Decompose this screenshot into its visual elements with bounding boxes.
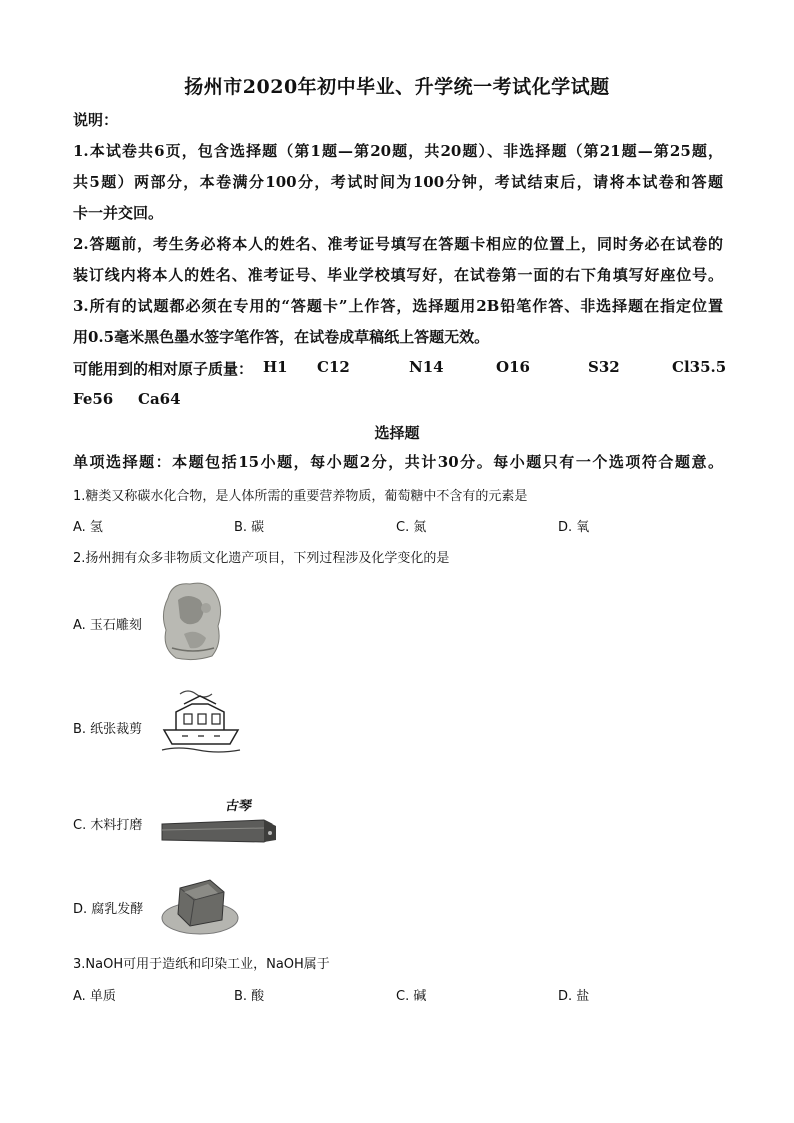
- instruction-line-2: 共5题）两部分，本卷满分100分，考试时间为100分钟，考试结束后，请将本试卷和答题: [73, 173, 723, 191]
- question-2-option-a: A. 玉石雕刻: [73, 618, 142, 633]
- atomic-mass-o: O16: [496, 358, 530, 376]
- question-3-option-b: B. 酸: [234, 989, 265, 1004]
- instruction-line-4: 2.答题前，考生务必将本人的姓名、准考证号填写在答题卡相应的位置上，同时务必在试卷的: [73, 235, 723, 253]
- atomic-mass-cl: Cl35.5: [672, 358, 727, 376]
- question-1-option-b: B. 碳: [234, 520, 265, 535]
- question-3-option-c: C. 碱: [396, 989, 427, 1004]
- question-3-option-d: D. 盐: [558, 989, 590, 1004]
- question-2-option-c: C. 木料打磨: [73, 818, 143, 833]
- question-2-stem: 2.扬州拥有众多非物质文化遗产项目，下列过程涉及化学变化的是: [73, 551, 450, 566]
- instruction-line-6: 3.所有的试题都必须在专用的“答题卡”上作答，选择题用2B铅笔作答、非选择题在指定位置: [73, 297, 723, 315]
- question-2-option-d: D. 腐乳发酵: [73, 902, 144, 917]
- atomic-mass-s: S32: [588, 358, 620, 376]
- question-3-option-a: A. 单质: [73, 989, 116, 1004]
- atomic-mass-n: N14: [409, 358, 444, 376]
- instructions-heading: 说明：: [73, 111, 119, 129]
- question-1-option-a: A. 氢: [73, 520, 103, 535]
- instruction-line-5: 装订线内将本人的姓名、准考证号、毕业学校填写好，在试卷第一面的右下角填写好座位号。: [73, 266, 723, 284]
- atomic-mass-label: 可能用到的相对原子质量：: [73, 360, 254, 378]
- guqin-image-caption: 古琴: [224, 799, 253, 814]
- question-2-option-b: B. 纸张裁剪: [73, 722, 143, 737]
- instruction-line-3: 卡一并交回。: [73, 204, 164, 222]
- fermented-tofu-image: [160, 868, 240, 938]
- page-title: 扬州市2020年初中毕业、升学统一考试化学试题: [184, 76, 610, 98]
- atomic-mass-h: H1: [263, 358, 288, 376]
- atomic-mass-c: C12: [317, 358, 350, 376]
- atomic-mass-fe: Fe56: [73, 390, 114, 408]
- instruction-line-7: 用0.5毫米黑色墨水签字笔作答，在试卷成草稿纸上答题无效。: [73, 328, 490, 346]
- atomic-mass-ca: Ca64: [138, 390, 181, 408]
- question-1-option-c: C. 氮: [396, 520, 427, 535]
- question-3-stem: 3.NaOH可用于造纸和印染工业，NaOH属于: [73, 957, 330, 972]
- paper-cutting-image: [158, 688, 244, 758]
- wood-board-image: [160, 812, 280, 848]
- instruction-line-1: 1.本试卷共6页，包含选择题（第1题—第20题，共20题）、非选择题（第21题—第25题，: [73, 142, 723, 160]
- jade-carving-image: [158, 578, 228, 663]
- question-1-option-d: D. 氧: [558, 520, 590, 535]
- section-title: 选择题: [374, 424, 420, 442]
- section-instruction: 单项选择题：本题包括15小题，每小题2分，共计30分。每小题只有一个选项符合题意。: [73, 453, 723, 471]
- question-1-stem: 1.糖类又称碳水化合物，是人体所需的重要营养物质，葡萄糖中不含有的元素是: [73, 489, 528, 504]
